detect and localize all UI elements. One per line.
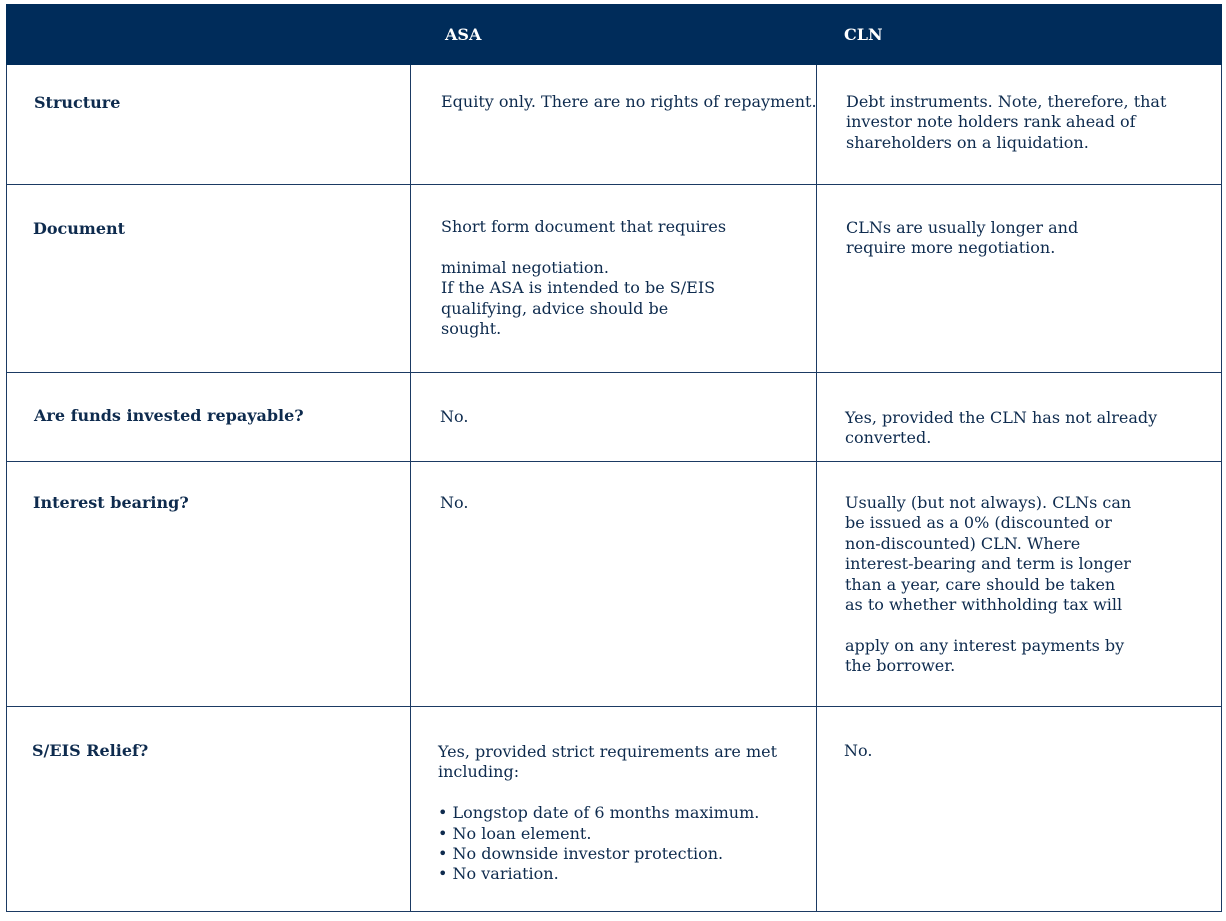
column-divider-2 [816,65,817,912]
row-label-seis: S/EIS Relief? [32,741,149,760]
right-border [1221,65,1222,912]
comparison-table [6,4,1222,912]
interest-asa-text: No. [440,493,469,512]
repayable-asa-text: No. [440,407,469,426]
document-asa-text: Short form document that requires minimal negotiation. If the ASA is intended to be S/EIS qualifying, advice should be sought. [441,217,727,339]
table-header [6,4,1222,65]
header-cln: CLN [844,25,883,44]
left-border [6,65,7,912]
row-label-document: Document [33,219,126,238]
row-divider [6,372,1222,373]
row-divider [6,706,1222,707]
structure-asa-text: Equity only. There are no rights of repayment. [441,92,817,111]
seis-asa-text: Yes, provided strict requirements are met including: • Longstop date of 6 months maximum. • No loan element. • No downside investor protection. • No variation. [438,742,778,884]
header-asa: ASA [445,25,482,44]
row-label-structure: Structure [34,93,121,112]
bottom-border [6,911,1222,912]
row-label-interest: Interest bearing? [33,493,189,512]
document-cln-text: CLNs are usually longer and require more negotiation. [846,218,1079,258]
column-divider-1 [410,65,411,912]
row-label-repayable: Are funds invested repayable? [34,406,304,425]
row-divider [6,461,1222,462]
structure-cln-text: Debt instruments. Note, therefore, that investor note holders rank ahead of shareholders on a liquidation. [846,92,1167,152]
repayable-cln-text: Yes, provided the CLN has not already converted. [845,408,1158,448]
seis-cln-text: No. [844,741,873,760]
interest-cln-text: Usually (but not always). CLNs can be issued as a 0% (discounted or non-discounted) CLN. Where interest-bearing and term is longer than a year, care should be taken as to whether withholding tax will apply on any interest payments by the borrower. [845,493,1132,676]
row-divider [6,184,1222,185]
